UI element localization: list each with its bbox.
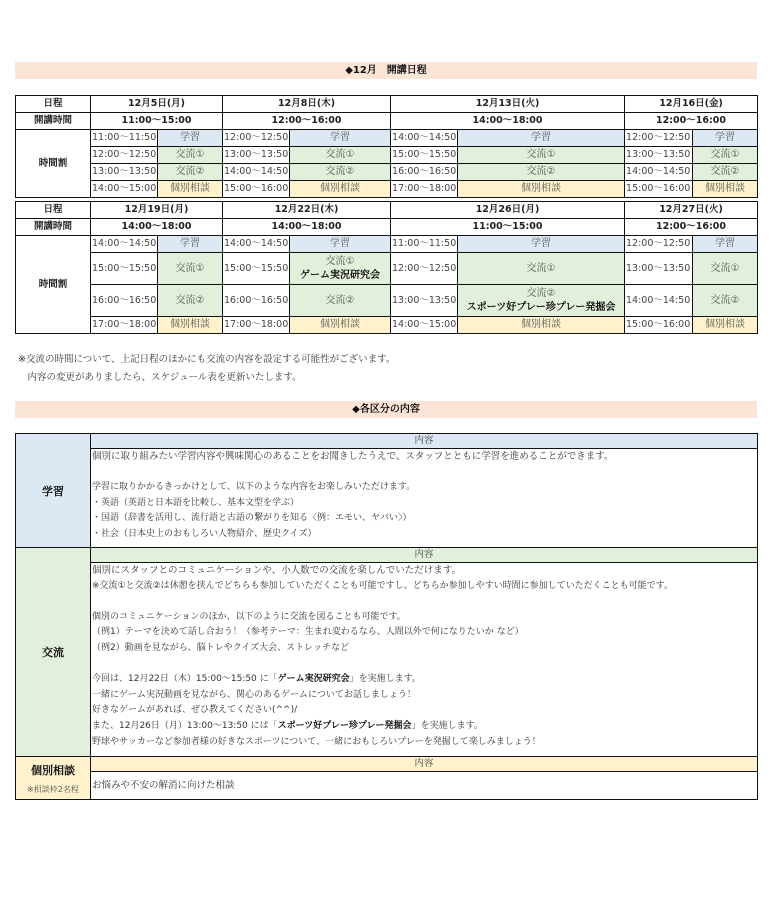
activity-label: 交流① <box>175 262 205 274</box>
opening-hours: 14:00～18:00 <box>223 219 391 236</box>
event-name-game: ゲーム実況研究会 <box>277 674 350 685</box>
slot-activity-consult <box>158 181 223 198</box>
slot-time: 14:00～15:00 <box>391 317 458 334</box>
slot-activity-study <box>693 236 758 253</box>
date-header: 12月16日(金) <box>625 96 758 113</box>
activity-label: 交流① <box>710 149 740 160</box>
slot-time: 15:00～15:50 <box>391 147 458 164</box>
text-line: ・社会（日本史上のおもしろい人物紹介、歴史クイズ） <box>92 528 317 539</box>
slot-time: 16:00～16:50 <box>223 285 290 317</box>
content-study <box>91 449 758 548</box>
category-exchange: 交流 <box>16 548 91 757</box>
row-label-date: 日程 <box>16 202 91 219</box>
activity-label: 交流② <box>710 294 740 306</box>
slot-activity-exchange <box>158 285 223 317</box>
activity-label: 個別相談 <box>170 183 210 194</box>
content-header-consult: 内容 <box>91 757 758 772</box>
slot-activity-consult <box>158 317 223 334</box>
slot-time: 14:00～14:50 <box>223 236 290 253</box>
slot-activity-consult <box>693 317 758 334</box>
content-header-study: 内容 <box>91 434 758 449</box>
slot-activity-exchange <box>458 147 625 164</box>
event-announcement-sports: また、12月26日（月）13:00～13:50 には「スポーツ好プレー珍プレー発掘会」を実施します。 <box>92 720 483 731</box>
row-label-timetable: 時間割 <box>16 236 91 334</box>
activity-label: 個別相談 <box>521 319 561 330</box>
slot-time: 12:00～12:50 <box>625 130 693 147</box>
activity-label: 学習 <box>531 238 551 249</box>
activity-label: 個別相談 <box>320 183 361 194</box>
slot-time: 14:00～14:50 <box>91 236 158 253</box>
slot-activity-exchange <box>693 147 758 164</box>
details-banner: ◆各区分の内容 <box>15 401 757 418</box>
text-line: 個別のコミュニケーションのほか、以下のように交流を図ることも可能です。 <box>92 611 406 622</box>
row-label-hours: 開講時間 <box>16 113 91 130</box>
slot-activity-exchange <box>158 253 223 285</box>
text-line: 野球やサッカーなど参加者様の好きなスポーツについて、一緒におもしろいプレーを発掘して楽しみましょう！ <box>92 736 541 747</box>
slot-activity-consult <box>458 181 625 198</box>
slot-time: 14:00～14:50 <box>625 285 693 317</box>
activity-label: 個別相談 <box>705 183 746 194</box>
slot-time: 15:00～16:00 <box>223 181 290 198</box>
slot-activity-study <box>693 130 758 147</box>
text-line: 個別にスタッフとのコミュニケーションや、小人数での交流を楽しんでいただけます。 <box>92 565 461 576</box>
category-study: 学習 <box>16 434 91 548</box>
slot-activity-study <box>290 236 391 253</box>
text-line <box>91 657 757 673</box>
slot-time: 17:00～18:00 <box>391 181 458 198</box>
date-header: 12月5日(月) <box>91 96 223 113</box>
slot-activity-study <box>458 236 625 253</box>
slot-time: 11:00～11:50 <box>91 130 158 147</box>
slot-time: 12:00～12:50 <box>625 236 693 253</box>
activity-label: 学習 <box>531 132 552 143</box>
text-line <box>91 465 757 481</box>
date-header: 12月26日(月) <box>391 202 625 219</box>
activity-label: 個別相談 <box>521 183 562 194</box>
slot-time: 12:00～12:50 <box>391 253 458 285</box>
text-line: ・国語（辞書を活用し、流行語と古語の繋がりを知る〈例：エモい、ヤバい〉） <box>92 513 412 524</box>
opening-hours: 11:00～15:00 <box>91 113 223 130</box>
slot-time: 16:00～16:50 <box>91 285 158 317</box>
slot-activity-exchange <box>290 285 391 317</box>
slot-time: 17:00～18:00 <box>223 317 290 334</box>
category-consult-sublabel: ※相談枠2名程 <box>27 784 79 794</box>
text-line: 個別に取り組みたい学習内容や興味関心のあることをお聞きしたうえで、スタッフとともに学習を進めることができます。 <box>92 451 614 462</box>
slot-time: 17:00～18:00 <box>91 317 158 334</box>
activity-label: 交流② <box>325 294 355 306</box>
slot-time: 14:00～14:50 <box>625 164 693 181</box>
date-header: 12月19日(月) <box>91 202 223 219</box>
activity-label: 交流② <box>175 166 205 177</box>
slot-time: 15:00～16:00 <box>625 317 693 334</box>
activity-label: 学習 <box>180 132 200 143</box>
special-event-name: ゲーム実況研究会 <box>300 269 380 281</box>
slot-activity-study <box>458 130 625 147</box>
text-line: （例2）動画を見ながら、脳トレやクイズ大会、ストレッチなど <box>92 642 350 653</box>
opening-hours: 12:00～16:00 <box>625 219 758 236</box>
text-line: 一緒にゲーム実況動画を見ながら、関心のあるゲームについてお話しましょう！ <box>92 689 416 700</box>
activity-label: 学習 <box>330 238 350 249</box>
slot-activity-study <box>158 130 223 147</box>
text-line <box>91 594 757 610</box>
slot-time: 14:00～15:00 <box>91 181 158 198</box>
slot-time: 11:00～11:50 <box>391 236 458 253</box>
slot-time: 13:00～13:50 <box>223 147 290 164</box>
slot-activity-exchange <box>290 164 391 181</box>
special-event-name: スポーツ好プレー珍プレー発掘会 <box>466 301 616 313</box>
content-exchange <box>91 563 758 757</box>
text-line: 好きなゲームがあれば、ぜひ教えてください(^^)/ <box>92 705 298 716</box>
activity-label: 学習 <box>715 132 736 143</box>
slot-activity-consult <box>290 317 391 334</box>
slot-activity-study <box>290 130 391 147</box>
activity-label: 個別相談 <box>705 319 745 330</box>
text-line: 学習に取りかかるきっかけとして、以下のような内容をお楽しみいただけます。 <box>92 482 416 493</box>
date-header: 12月8日(木) <box>223 96 391 113</box>
opening-hours: 12:00～16:00 <box>223 113 391 130</box>
row-label-date: 日程 <box>16 96 91 113</box>
activity-label: 交流① <box>325 149 355 160</box>
text-line: ・英語（英語と日本語を比較し、基本文型を学ぶ） <box>92 497 300 508</box>
note-line-2: 内容の変更がありましたら、スケジュール表を更新いたします。 <box>18 372 302 383</box>
slot-activity-exchange <box>693 164 758 181</box>
event-announcement-game: 今回は、12月22日（木）15:00～15:50 に「ゲーム実況研究会」を実施します。 <box>92 674 421 685</box>
activity-label: 交流① <box>526 149 556 160</box>
slot-time: 14:00～14:50 <box>223 164 290 181</box>
activity-label: 交流① <box>526 262 556 274</box>
slot-time: 14:00～14:50 <box>391 130 458 147</box>
content-header-exchange: 内容 <box>91 548 758 563</box>
row-label-timetable: 時間割 <box>16 130 91 198</box>
date-header: 12月27日(火) <box>625 202 758 219</box>
slot-time: 13:00～13:50 <box>625 253 693 285</box>
slot-activity-exchange <box>458 164 625 181</box>
activity-label: 学習 <box>180 238 200 249</box>
slot-time: 13:00～13:50 <box>391 285 458 317</box>
activity-label: 交流② <box>710 166 740 177</box>
schedule-table-week2 <box>15 201 758 334</box>
text-line: ※交流①と交流②は休憩を挟んでどちらも参加していただくことも可能ですし、どちらか参加しやすい時間に参加していただくことも可能です。 <box>92 580 673 591</box>
slot-time: 15:00～15:50 <box>91 253 158 285</box>
details-table <box>15 433 758 800</box>
activity-label: 交流① <box>175 149 205 160</box>
opening-hours: 14:00～18:00 <box>91 219 223 236</box>
activity-label: 学習 <box>330 132 351 143</box>
slot-activity-consult <box>693 181 758 198</box>
slot-activity-study <box>158 236 223 253</box>
date-header: 12月22日(木) <box>223 202 391 219</box>
opening-hours: 14:00～18:00 <box>391 113 625 130</box>
activity-label: 交流② <box>526 287 556 299</box>
row-label-hours: 開講時間 <box>16 219 91 236</box>
slot-time: 12:00～12:50 <box>223 130 290 147</box>
slot-activity-exchange <box>290 147 391 164</box>
activity-label: 個別相談 <box>170 319 210 330</box>
slot-activity-exchange <box>158 164 223 181</box>
text-line: お悩みや不安の解消に向けた相談 <box>92 779 235 791</box>
slot-activity-exchange <box>693 253 758 285</box>
schedule-table-week1 <box>15 95 758 198</box>
note-line-1: ※交流の時間について、上記日程のほかにも交流の内容を設定する可能性がございます。 <box>18 354 396 365</box>
content-consult <box>91 772 758 800</box>
slot-activity-exchange <box>693 285 758 317</box>
slot-time: 13:00～13:50 <box>625 147 693 164</box>
activity-label: 交流① <box>325 255 355 267</box>
schedule-banner: ◆12月 開講日程 <box>15 62 757 79</box>
opening-hours: 12:00～16:00 <box>625 113 758 130</box>
slot-activity-exchange <box>290 253 391 285</box>
slot-time: 15:00～16:00 <box>625 181 693 198</box>
activity-label: 交流② <box>175 294 205 306</box>
slot-time: 12:00～12:50 <box>91 147 158 164</box>
activity-label: 交流② <box>526 166 556 177</box>
slot-time: 13:00～13:50 <box>91 164 158 181</box>
category-consult <box>16 757 91 800</box>
slot-activity-exchange <box>458 285 625 317</box>
date-header: 12月13日(火) <box>391 96 625 113</box>
event-name-sports: スポーツ好プレー珍プレー発掘会 <box>277 720 412 731</box>
category-consult-label: 個別相談 <box>31 763 75 777</box>
activity-label: 交流② <box>325 166 355 177</box>
slot-activity-exchange <box>458 253 625 285</box>
activity-label: 学習 <box>715 238 735 249</box>
activity-label: 交流① <box>710 262 740 274</box>
activity-label: 個別相談 <box>320 319 360 330</box>
opening-hours: 11:00～15:00 <box>391 219 625 236</box>
slot-time: 15:00～15:50 <box>223 253 290 285</box>
slot-activity-consult <box>290 181 391 198</box>
slot-activity-consult <box>458 317 625 334</box>
slot-time: 16:00～16:50 <box>391 164 458 181</box>
slot-activity-exchange <box>158 147 223 164</box>
text-line: （例1）テーマを決めて話し合おう！（参考テーマ：生まれ変わるなら、人間以外で何になりたいか など） <box>92 627 524 638</box>
